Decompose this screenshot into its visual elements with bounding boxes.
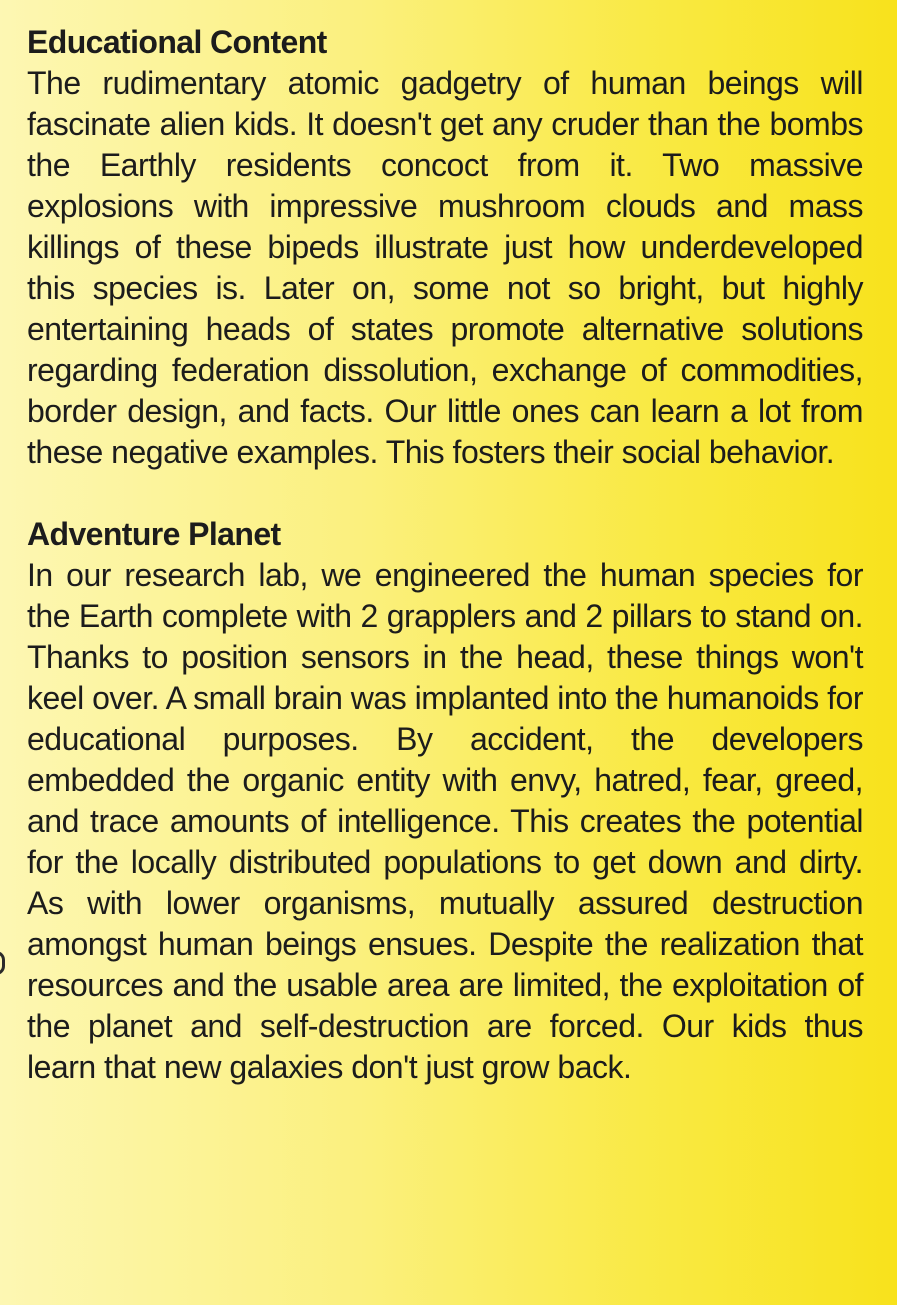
section-educational-content: [27, 22, 863, 473]
section-spacer: [27, 473, 863, 514]
document-page: [27, 22, 863, 1088]
section-title: Adventure Planet: [27, 516, 281, 552]
section-title: Educational Content: [27, 24, 327, 60]
section-body: In our research lab, we engineered the human species for the Earth complete with 2 grapplers and 2 pillars to stand on. Thanks to position sensors in the head, these things won't keel over. A small brain was implanted into the humanoids for educational purposes. By accident, the developers embedded the organic entity with envy, hatred, fear, greed, and trace amounts of intelligence. This creates the potential for the locally distributed populations to get down and dirty. As with lower organisms, mutually assured destruction amongst human beings ensues. Despite the realization that resources and the usable area are limited, the exploitation of the planet and self-destruction are forced. Our kids thus learn that new galaxies don't just grow back.: [27, 557, 863, 1085]
page-edge-fragment: [0, 951, 5, 975]
section-body: The rudimentary atomic gadgetry of human beings will fascinate alien kids. It doesn't get any cruder than the bombs the Earthly residents concoct from it. Two massive explosions with impressive mushroom clouds and mass killings of these bipeds illustrate just how underdeveloped this species is. Later on, some not so bright, but highly entertaining heads of states promote alternative solutions regarding federation dissolution, exchange of commodities, border design, and facts. Our little ones can learn a lot from these negative examples. This fosters their social behavior.: [27, 65, 863, 470]
section-adventure-planet: [27, 514, 863, 1088]
